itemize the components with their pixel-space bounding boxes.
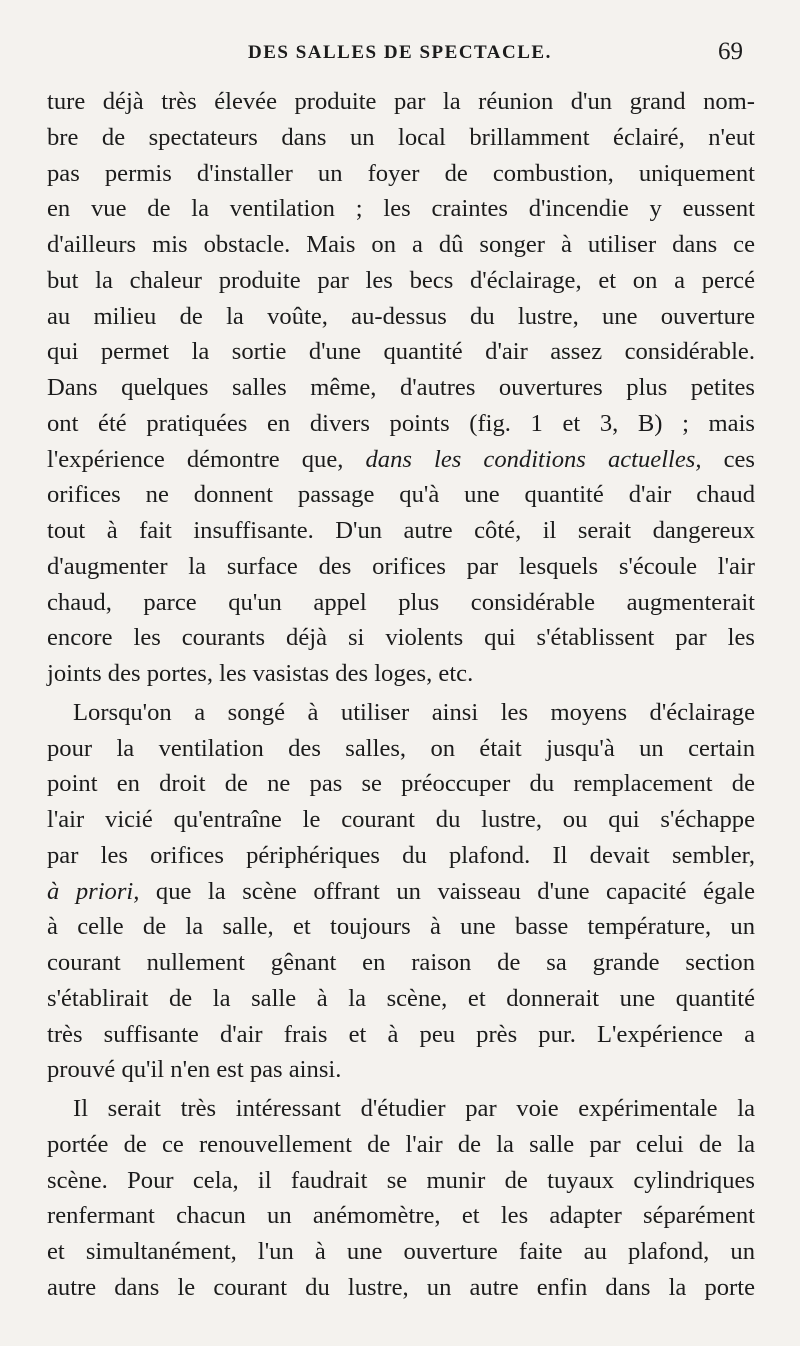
text-line: encore les courants déjà si violents qui s'établissent par les	[47, 624, 755, 652]
page-header	[0, 38, 800, 68]
text-line: orifices ne donnent passage qu'à une quantité d'air chaud	[47, 481, 755, 509]
text-line: chaud, parce qu'un appel plus considérable augmenterait	[47, 588, 755, 616]
paragraph-1	[47, 84, 755, 692]
text-line: d'augmenter la surface des orifices par lesquels s'écoule l'air	[47, 552, 755, 580]
roman-text: l'expérience démontre que,	[47, 445, 366, 473]
text-line: ont été pratiquées en divers points (fig. 1 et 3, B) ; mais	[47, 409, 755, 437]
text-line: pour la ventilation des salles, on était jusqu'à un certain	[47, 734, 755, 762]
italic-phrase: à priori,	[47, 877, 140, 905]
text-line: par les orifices périphériques du plafond. Il devait sembler,	[47, 841, 755, 869]
text-line: prouvé qu'il n'en est pas ainsi.	[47, 1056, 342, 1084]
paragraph-2	[47, 695, 755, 1088]
text-line: joints des portes, les vasistas des loges, etc.	[47, 660, 474, 687]
text-line: but la chaleur produite par les becs d'éclairage, et on a percé	[47, 266, 755, 294]
text-line: l'air vicié qu'entraîne le courant du lustre, ou qui s'échappe	[47, 806, 755, 833]
text-line: qui permet la sortie d'une quantité d'air assez considérable.	[47, 338, 755, 366]
paragraph-3	[47, 1091, 755, 1306]
page-number: 69	[718, 38, 743, 65]
text-line: portée de ce renouvellement de l'air de la salle par celui de la	[47, 1130, 755, 1158]
text-line: très suffisante d'air frais et à peu près pur. L'expérience a	[47, 1020, 755, 1048]
text-line: autre dans le courant du lustre, un autre enfin dans la porte	[47, 1273, 755, 1301]
text-line: tout à fait insuffisante. D'un autre côté, il serait dangereux	[47, 517, 755, 544]
text-line: et simultanément, l'un à une ouverture faite au plafond, un	[47, 1238, 755, 1265]
text-line: pas permis d'installer un foyer de combustion, uniquement	[47, 159, 755, 187]
text-line: s'établirait de la salle à la scène, et donnerait une quantité	[47, 984, 755, 1012]
text-line: Dans quelques salles même, d'autres ouvertures plus petites	[47, 374, 755, 401]
text-line: Lorsqu'on a songé à utiliser ainsi les moyens d'éclairage	[73, 698, 755, 726]
text-line: point en droit de ne pas se préoccuper du remplacement de	[47, 770, 755, 798]
roman-text: ces	[701, 445, 755, 473]
text-line-with-italic	[47, 874, 755, 910]
text-line-with-italic	[47, 442, 755, 478]
text-line: renfermant chacun un anémomètre, et les adapter séparément	[47, 1202, 755, 1230]
italic-phrase: dans les conditions actuelles,	[365, 445, 702, 473]
text-line: courant nullement gênant en raison de sa grande section	[47, 949, 755, 976]
text-line: à celle de la salle, et toujours à une basse température, un	[47, 913, 755, 941]
text-line: d'ailleurs mis obstacle. Mais on a dû songer à utiliser dans ce	[47, 231, 755, 258]
running-title: DES SALLES DE SPECTACLE.	[248, 42, 552, 63]
text-line: en vue de la ventilation ; les craintes d'incendie y eussent	[47, 195, 755, 223]
roman-text: que la scène offrant un vaisseau d'une capacité égale	[139, 877, 755, 905]
text-line: ture déjà très élevée produite par la réunion d'un grand nom-	[47, 88, 755, 115]
text-line: au milieu de la voûte, au-dessus du lustre, une ouverture	[47, 302, 755, 330]
text-line: scène. Pour cela, il faudrait se munir de tuyaux cylindriques	[47, 1166, 755, 1194]
text-line: bre de spectateurs dans un local brillamment éclairé, n'eut	[47, 123, 755, 151]
body-text	[47, 84, 755, 1306]
text-line: Il serait très intéressant d'étudier par voie expérimentale la	[73, 1095, 755, 1122]
